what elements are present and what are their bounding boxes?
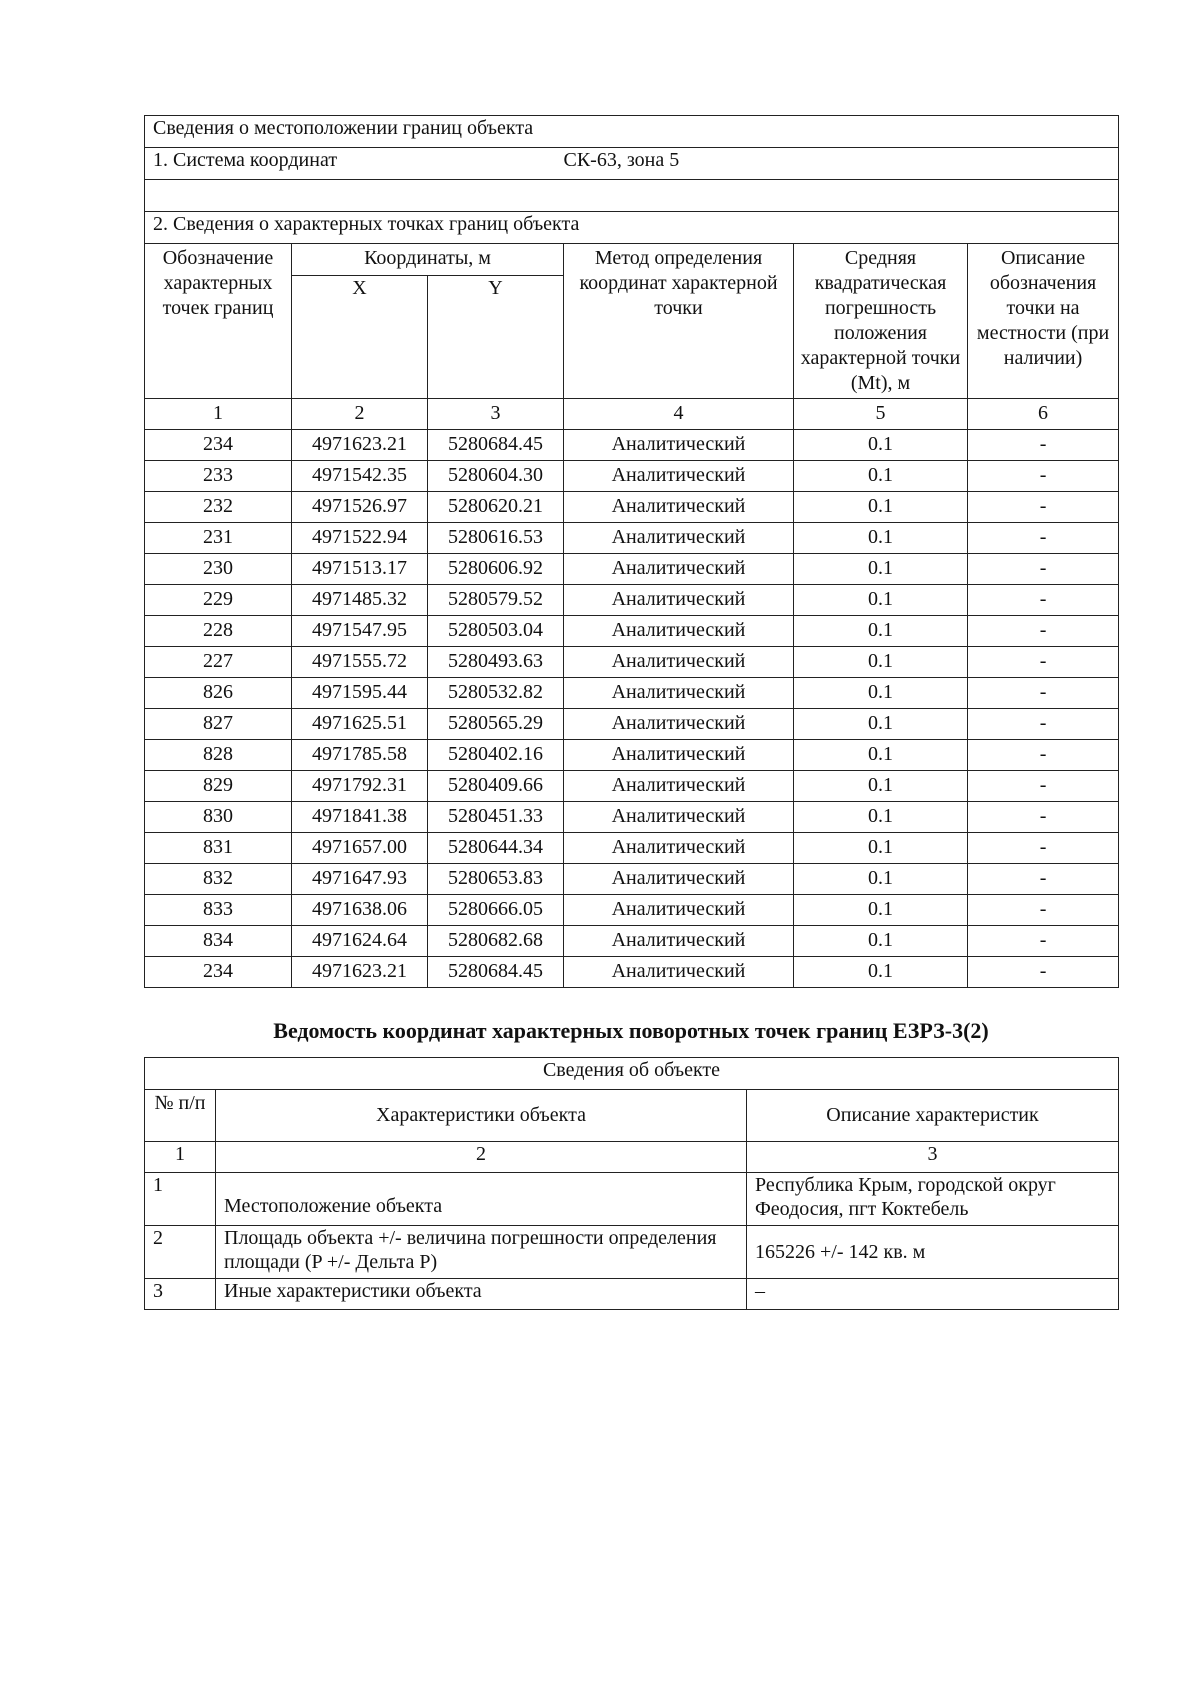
point-description: - (968, 492, 1119, 523)
coord-x: 4971625.51 (292, 709, 428, 740)
point-id: 834 (145, 926, 292, 957)
point-description: - (968, 461, 1119, 492)
col-number: 1 (145, 399, 292, 430)
point-id: 227 (145, 647, 292, 678)
point-description: - (968, 802, 1119, 833)
characteristic-name: Иные характеристики объекта (216, 1279, 747, 1310)
point-description: - (968, 709, 1119, 740)
point-id: 234 (145, 430, 292, 461)
characteristic-value: 165226 +/- 142 кв. м (747, 1226, 1119, 1279)
coord-system-label: 1. Система координат (145, 148, 564, 180)
row-number: 3 (145, 1279, 216, 1310)
mean-error: 0.1 (794, 740, 968, 771)
col-number: 3 (747, 1142, 1119, 1173)
coord-x: 4971841.38 (292, 802, 428, 833)
table-row (145, 678, 1119, 709)
point-id: 830 (145, 802, 292, 833)
method: Аналитический (564, 926, 794, 957)
coord-x: 4971547.95 (292, 616, 428, 647)
col-number: 2 (216, 1142, 747, 1173)
method: Аналитический (564, 585, 794, 616)
table-row (145, 709, 1119, 740)
table-row (145, 616, 1119, 647)
coord-x: 4971624.64 (292, 926, 428, 957)
coord-y: 5280604.30 (428, 461, 564, 492)
table-row (145, 771, 1119, 802)
table-row (145, 554, 1119, 585)
point-id: 232 (145, 492, 292, 523)
point-description: - (968, 554, 1119, 585)
coord-y: 5280451.33 (428, 802, 564, 833)
coord-y: 5280606.92 (428, 554, 564, 585)
table-row (145, 802, 1119, 833)
table-row (145, 895, 1119, 926)
object-info-heading: Сведения об объекте (145, 1058, 1119, 1090)
row-number: 2 (145, 1226, 216, 1279)
boundary-points-table (144, 115, 1119, 988)
column-numbers-row (145, 399, 1119, 430)
empty-row (145, 180, 1119, 212)
point-description: - (968, 647, 1119, 678)
coord-x: 4971623.21 (292, 430, 428, 461)
coord-y: 5280579.52 (428, 585, 564, 616)
mean-error: 0.1 (794, 833, 968, 864)
mean-error: 0.1 (794, 430, 968, 461)
coord-y: 5280616.53 (428, 523, 564, 554)
method: Аналитический (564, 616, 794, 647)
point-id: 832 (145, 864, 292, 895)
row-number: 1 (145, 1173, 216, 1226)
table-row (145, 740, 1119, 771)
point-id: 233 (145, 461, 292, 492)
mean-error: 0.1 (794, 616, 968, 647)
point-id: 829 (145, 771, 292, 802)
coord-x: 4971522.94 (292, 523, 428, 554)
method: Аналитический (564, 461, 794, 492)
header-x: X (292, 276, 428, 399)
method: Аналитический (564, 802, 794, 833)
coord-y: 5280684.45 (428, 430, 564, 461)
method: Аналитический (564, 554, 794, 585)
method: Аналитический (564, 430, 794, 461)
coord-y: 5280653.83 (428, 864, 564, 895)
coord-x: 4971657.00 (292, 833, 428, 864)
point-id: 826 (145, 678, 292, 709)
mean-error: 0.1 (794, 895, 968, 926)
coord-y: 5280503.04 (428, 616, 564, 647)
point-description: - (968, 678, 1119, 709)
header-mean-error: Средняя квадратическая погрешность положения характерной точки (Mt), м (794, 244, 968, 399)
characteristic-name: Площадь объекта +/- величина погрешности определения площади (P +/- Дельта P) (216, 1226, 747, 1279)
coord-y: 5280532.82 (428, 678, 564, 709)
method: Аналитический (564, 740, 794, 771)
header-characteristics-description: Описание характеристик (747, 1090, 1119, 1142)
table-row (145, 926, 1119, 957)
mean-error: 0.1 (794, 802, 968, 833)
table-row (145, 430, 1119, 461)
point-description: - (968, 864, 1119, 895)
mean-error: 0.1 (794, 771, 968, 802)
point-description: - (968, 957, 1119, 988)
point-id: 828 (145, 740, 292, 771)
mean-error: 0.1 (794, 926, 968, 957)
point-description: - (968, 585, 1119, 616)
col-number: 6 (968, 399, 1119, 430)
point-description: - (968, 616, 1119, 647)
method: Аналитический (564, 957, 794, 988)
method: Аналитический (564, 678, 794, 709)
table-row (145, 585, 1119, 616)
coord-x: 4971785.58 (292, 740, 428, 771)
mean-error: 0.1 (794, 647, 968, 678)
col-number: 5 (794, 399, 968, 430)
coord-system-value: СК-63, зона 5 (564, 148, 1119, 180)
point-id: 831 (145, 833, 292, 864)
header-point-designation: Обозначение характерных точек границ (145, 244, 292, 399)
col-number: 1 (145, 1142, 216, 1173)
point-description: - (968, 523, 1119, 554)
mean-error: 0.1 (794, 709, 968, 740)
coord-y: 5280402.16 (428, 740, 564, 771)
mean-error: 0.1 (794, 678, 968, 709)
point-description: - (968, 895, 1119, 926)
coord-x: 4971526.97 (292, 492, 428, 523)
coord-x: 4971595.44 (292, 678, 428, 709)
characteristic-name: Местоположение объекта (216, 1173, 747, 1226)
header-coordinates: Координаты, м (292, 244, 564, 276)
coord-x: 4971638.06 (292, 895, 428, 926)
table-row (145, 864, 1119, 895)
method: Аналитический (564, 771, 794, 802)
point-id: 234 (145, 957, 292, 988)
header-method: Метод определения координат характерной точки (564, 244, 794, 399)
characteristic-value: Республика Крым, городской округ Феодосия, пгт Коктебель (747, 1173, 1119, 1226)
coord-y: 5280684.45 (428, 957, 564, 988)
table-row (145, 957, 1119, 988)
header-y: Y (428, 276, 564, 399)
coord-y: 5280409.66 (428, 771, 564, 802)
coord-x: 4971792.31 (292, 771, 428, 802)
header-description: Описание обозначения точки на местности (при наличии) (968, 244, 1119, 399)
point-id: 230 (145, 554, 292, 585)
col-number: 2 (292, 399, 428, 430)
coord-x: 4971485.32 (292, 585, 428, 616)
method: Аналитический (564, 864, 794, 895)
points-heading: 2. Сведения о характерных точках границ объекта (145, 212, 1119, 244)
table-row (145, 461, 1119, 492)
method: Аналитический (564, 647, 794, 678)
table-row (145, 647, 1119, 678)
object-info-table (144, 1057, 1119, 1310)
mean-error: 0.1 (794, 585, 968, 616)
coord-y: 5280620.21 (428, 492, 564, 523)
point-id: 833 (145, 895, 292, 926)
coord-y: 5280565.29 (428, 709, 564, 740)
point-id: 228 (145, 616, 292, 647)
mean-error: 0.1 (794, 554, 968, 585)
point-description: - (968, 430, 1119, 461)
coord-y: 5280493.63 (428, 647, 564, 678)
col-number: 3 (428, 399, 564, 430)
mean-error: 0.1 (794, 492, 968, 523)
method: Аналитический (564, 523, 794, 554)
mean-error: 0.1 (794, 957, 968, 988)
coord-y: 5280666.05 (428, 895, 564, 926)
method: Аналитический (564, 833, 794, 864)
coordinates-statement-title: Ведомость координат характерных поворотных точек границ ЕЗРЗ-3(2) (273, 1018, 989, 1043)
method: Аналитический (564, 709, 794, 740)
section-heading: Сведения о местоположении границ объекта (145, 116, 1119, 148)
coord-x: 4971555.72 (292, 647, 428, 678)
coord-x: 4971513.17 (292, 554, 428, 585)
table-row (145, 523, 1119, 554)
table-row (145, 833, 1119, 864)
point-description: - (968, 833, 1119, 864)
point-description: - (968, 926, 1119, 957)
point-description: - (968, 771, 1119, 802)
coord-x: 4971623.21 (292, 957, 428, 988)
method: Аналитический (564, 492, 794, 523)
coord-x: 4971647.93 (292, 864, 428, 895)
mean-error: 0.1 (794, 461, 968, 492)
point-id: 231 (145, 523, 292, 554)
coord-y: 5280682.68 (428, 926, 564, 957)
col-number: 4 (564, 399, 794, 430)
method: Аналитический (564, 895, 794, 926)
coord-y: 5280644.34 (428, 833, 564, 864)
table-row (145, 492, 1119, 523)
point-id: 827 (145, 709, 292, 740)
mean-error: 0.1 (794, 864, 968, 895)
header-number: № п/п (145, 1090, 216, 1142)
point-description: - (968, 740, 1119, 771)
coord-x: 4971542.35 (292, 461, 428, 492)
mean-error: 0.1 (794, 523, 968, 554)
point-id: 229 (145, 585, 292, 616)
characteristic-value: – (747, 1279, 1119, 1310)
header-characteristics: Характеристики объекта (216, 1090, 747, 1142)
